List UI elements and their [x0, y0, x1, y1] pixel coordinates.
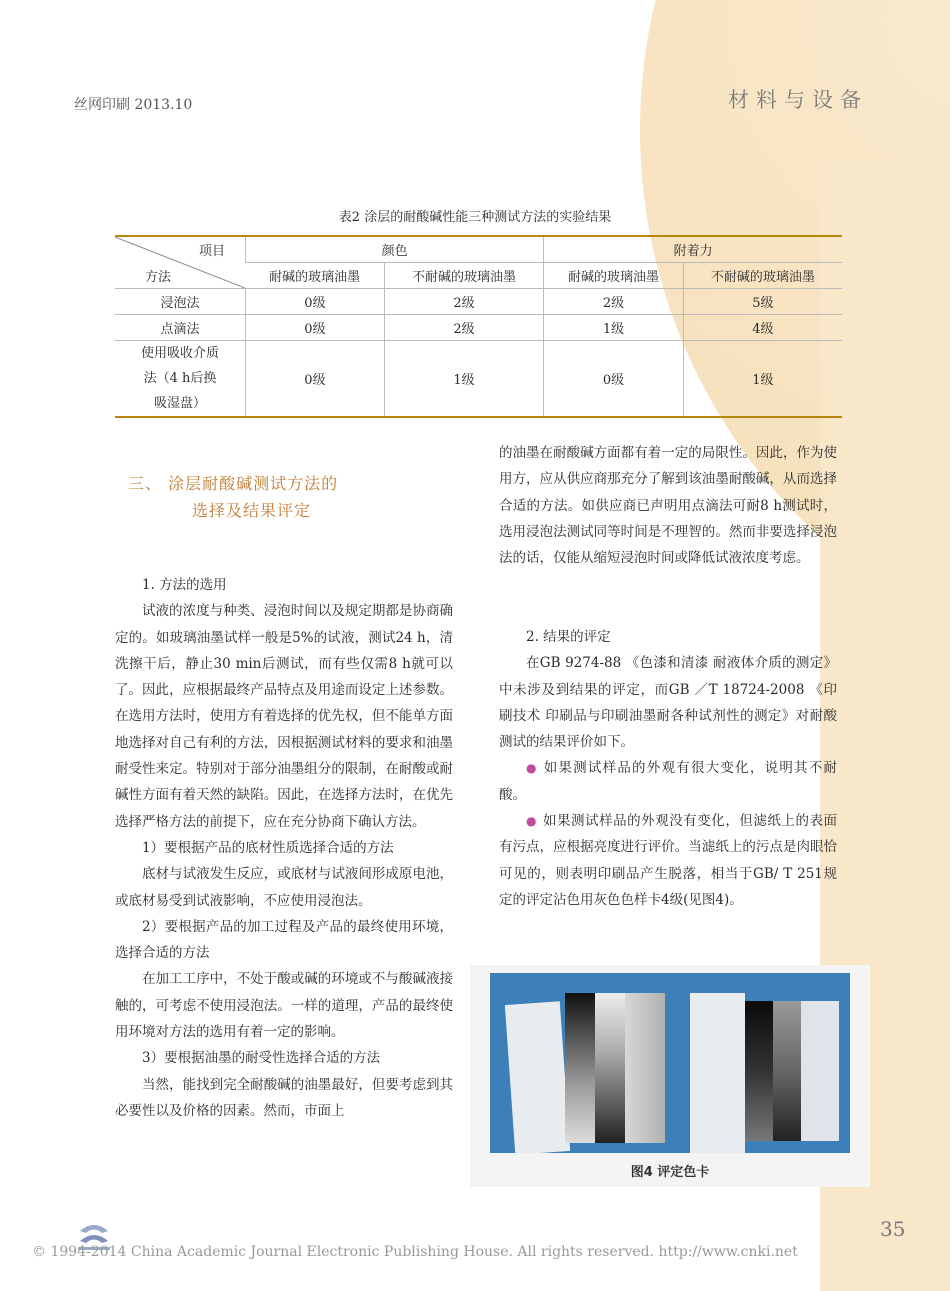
value-cell: 4级 [683, 315, 842, 341]
results-table [115, 235, 842, 418]
sub-heading: 2）要根据产品的加工过程及产品的最终使用环境，选择合适的方法 [115, 918, 453, 962]
method-cell [115, 341, 246, 418]
section-header: 材料与设备 [728, 88, 868, 112]
sub-heading: 3）要根据油墨的耐受性选择合适的方法 [142, 1050, 381, 1067]
gray-strip [595, 993, 625, 1143]
method-line: 法（4 h后换 [143, 371, 217, 386]
section-title-line2: 选择及结果评定 [192, 501, 312, 520]
right-column-mid [499, 624, 837, 913]
corner-method-label: 方法 [145, 270, 172, 285]
gray-strip [773, 1001, 801, 1141]
bullet-item [499, 755, 837, 808]
bullet-text: 如果测试样品的外观有很大变化，说明其不耐酸。 [499, 760, 837, 803]
value-cell: 1级 [544, 315, 684, 341]
group-header-adhesion: 附着力 [544, 236, 842, 263]
table-corner-cell [115, 236, 246, 289]
copyright-notice: © 1994-2014 China Academic Journal Electronic Publishing House. All rights reserved. http://www.cnki.net [32, 1244, 798, 1260]
value-cell: 0级 [544, 341, 684, 418]
sub-heading: 1）要根据产品的底材性质选择合适的方法 [142, 839, 394, 856]
value-cell: 2级 [384, 289, 543, 315]
journal-header: 丝网印刷 2013.10 [74, 97, 193, 113]
table-row [115, 341, 842, 418]
left-column [115, 572, 453, 1124]
sub-header: 耐碱的玻璃油墨 [544, 263, 684, 289]
value-cell: 0级 [246, 341, 385, 418]
paragraph: 试液的浓度与种类、浸泡时间以及规定期都是协商确定的。如玻璃油墨试样一般是5%的试液，测试24 h，清洗擦干后，静止30 min后测试，而有些仅需8 h就可以了。因此，应根据最终产品特点及用途而设定上述参数。在选用方法时，使用方有着选择的优先权，但不能单方面地选择对自己有利的方法，因根据测试材料的要求和油墨耐受性来定。特别对于部分油墨组分的限制，在耐酸或耐碱性方面有着天然的缺陷。因此，在选择方法时，在优先选择严格方法的前提下，应在充分协商下确认方法。 [115, 603, 453, 830]
value-cell: 1级 [683, 341, 842, 418]
value-cell: 0级 [246, 289, 385, 315]
subsection-heading: 1. 方法的选用 [142, 577, 227, 593]
method-line: 使用吸收介质 [140, 346, 219, 361]
gray-strip [745, 1001, 773, 1141]
page-number: 35 [880, 1217, 906, 1241]
value-cell: 0级 [246, 315, 385, 341]
section-title-line1: 三、 涂层耐酸碱测试方法的 [128, 474, 339, 493]
figure-4 [470, 965, 870, 1187]
value-cell: 5级 [683, 289, 842, 315]
sub-header: 不耐碱的玻璃油墨 [384, 263, 543, 289]
method-line: 吸湿盘） [153, 396, 206, 411]
card-back [801, 1001, 839, 1141]
table-row [115, 315, 842, 341]
paragraph: 在GB 9274-88 《色漆和清漆 耐液体介质的测定》中未涉及到结果的评定，而GB ／T 18724-2008 《印刷技术 印刷品与印刷油墨耐各种试剂性的测定》对耐酸测试的结果评价如下。 [499, 655, 837, 751]
bullet-item [499, 808, 837, 913]
card-right [690, 993, 745, 1153]
paragraph: 当然，能找到完全耐酸碱的油墨最好，但要考虑到其必要性以及价格的因素。然而，市面上 [115, 1076, 453, 1119]
bullet-icon: ● [526, 814, 537, 829]
value-cell: 2级 [544, 289, 684, 315]
bullet-icon: ● [526, 761, 538, 776]
method-cell: 点滴法 [115, 315, 246, 341]
diagonal-line [115, 237, 245, 288]
value-cell: 2级 [384, 315, 543, 341]
paragraph: 底材与试液发生反应，或底材与试液间形成原电池，或底材易受到试液影响，不应使用浸泡法。 [115, 866, 453, 909]
gray-strip [625, 993, 665, 1143]
gray-strip [565, 993, 595, 1143]
right-column-top [499, 440, 837, 571]
paragraph: 在加工工序中，不处于酸或碱的环境或不与酸碱液接触的，可考虑不使用浸泡法。一样的道理，产品的最终使用环境对方法的选用有着一定的影响。 [115, 971, 453, 1041]
subsection-heading: 2. 结果的评定 [526, 629, 611, 645]
corner-item-label: 项目 [198, 244, 225, 259]
bullet-text: 如果测试样品的外观没有变化，但滤纸上的表面有污点，应根据亮度进行评价。当滤纸上的污点是肉眼恰可见的，则表明印刷品产生脱落，相当于GB/ T 251规定的评定沾色用灰色色样卡4级(见图4)。 [499, 813, 837, 908]
method-cell: 浸泡法 [115, 289, 246, 315]
table-row [115, 289, 842, 315]
gray-scale-card-photo [490, 973, 850, 1153]
group-header-color: 颜色 [246, 236, 544, 263]
sub-header: 不耐碱的玻璃油墨 [683, 263, 842, 289]
value-cell: 1级 [384, 341, 543, 418]
sub-header: 耐碱的玻璃油墨 [246, 263, 385, 289]
figure-caption: 图4 评定色卡 [630, 1165, 710, 1180]
card-left [505, 1001, 570, 1153]
paragraph: 的油墨在耐酸碱方面都有着一定的局限性。因此，作为使用方，应从供应商那充分了解到该油墨耐酸碱，从而选择合适的方法。如供应商已声明用点滴法可耐8 h测试时，选用浸泡法测试同等时间是不理智的。然而非要选择浸泡法的话，仅能从缩短浸泡时间或降低试液浓度考虑。 [499, 445, 837, 567]
table-caption: 表2 涂层的耐酸碱性能三种测试方法的实验结果 [338, 210, 612, 225]
section-title [128, 470, 448, 524]
